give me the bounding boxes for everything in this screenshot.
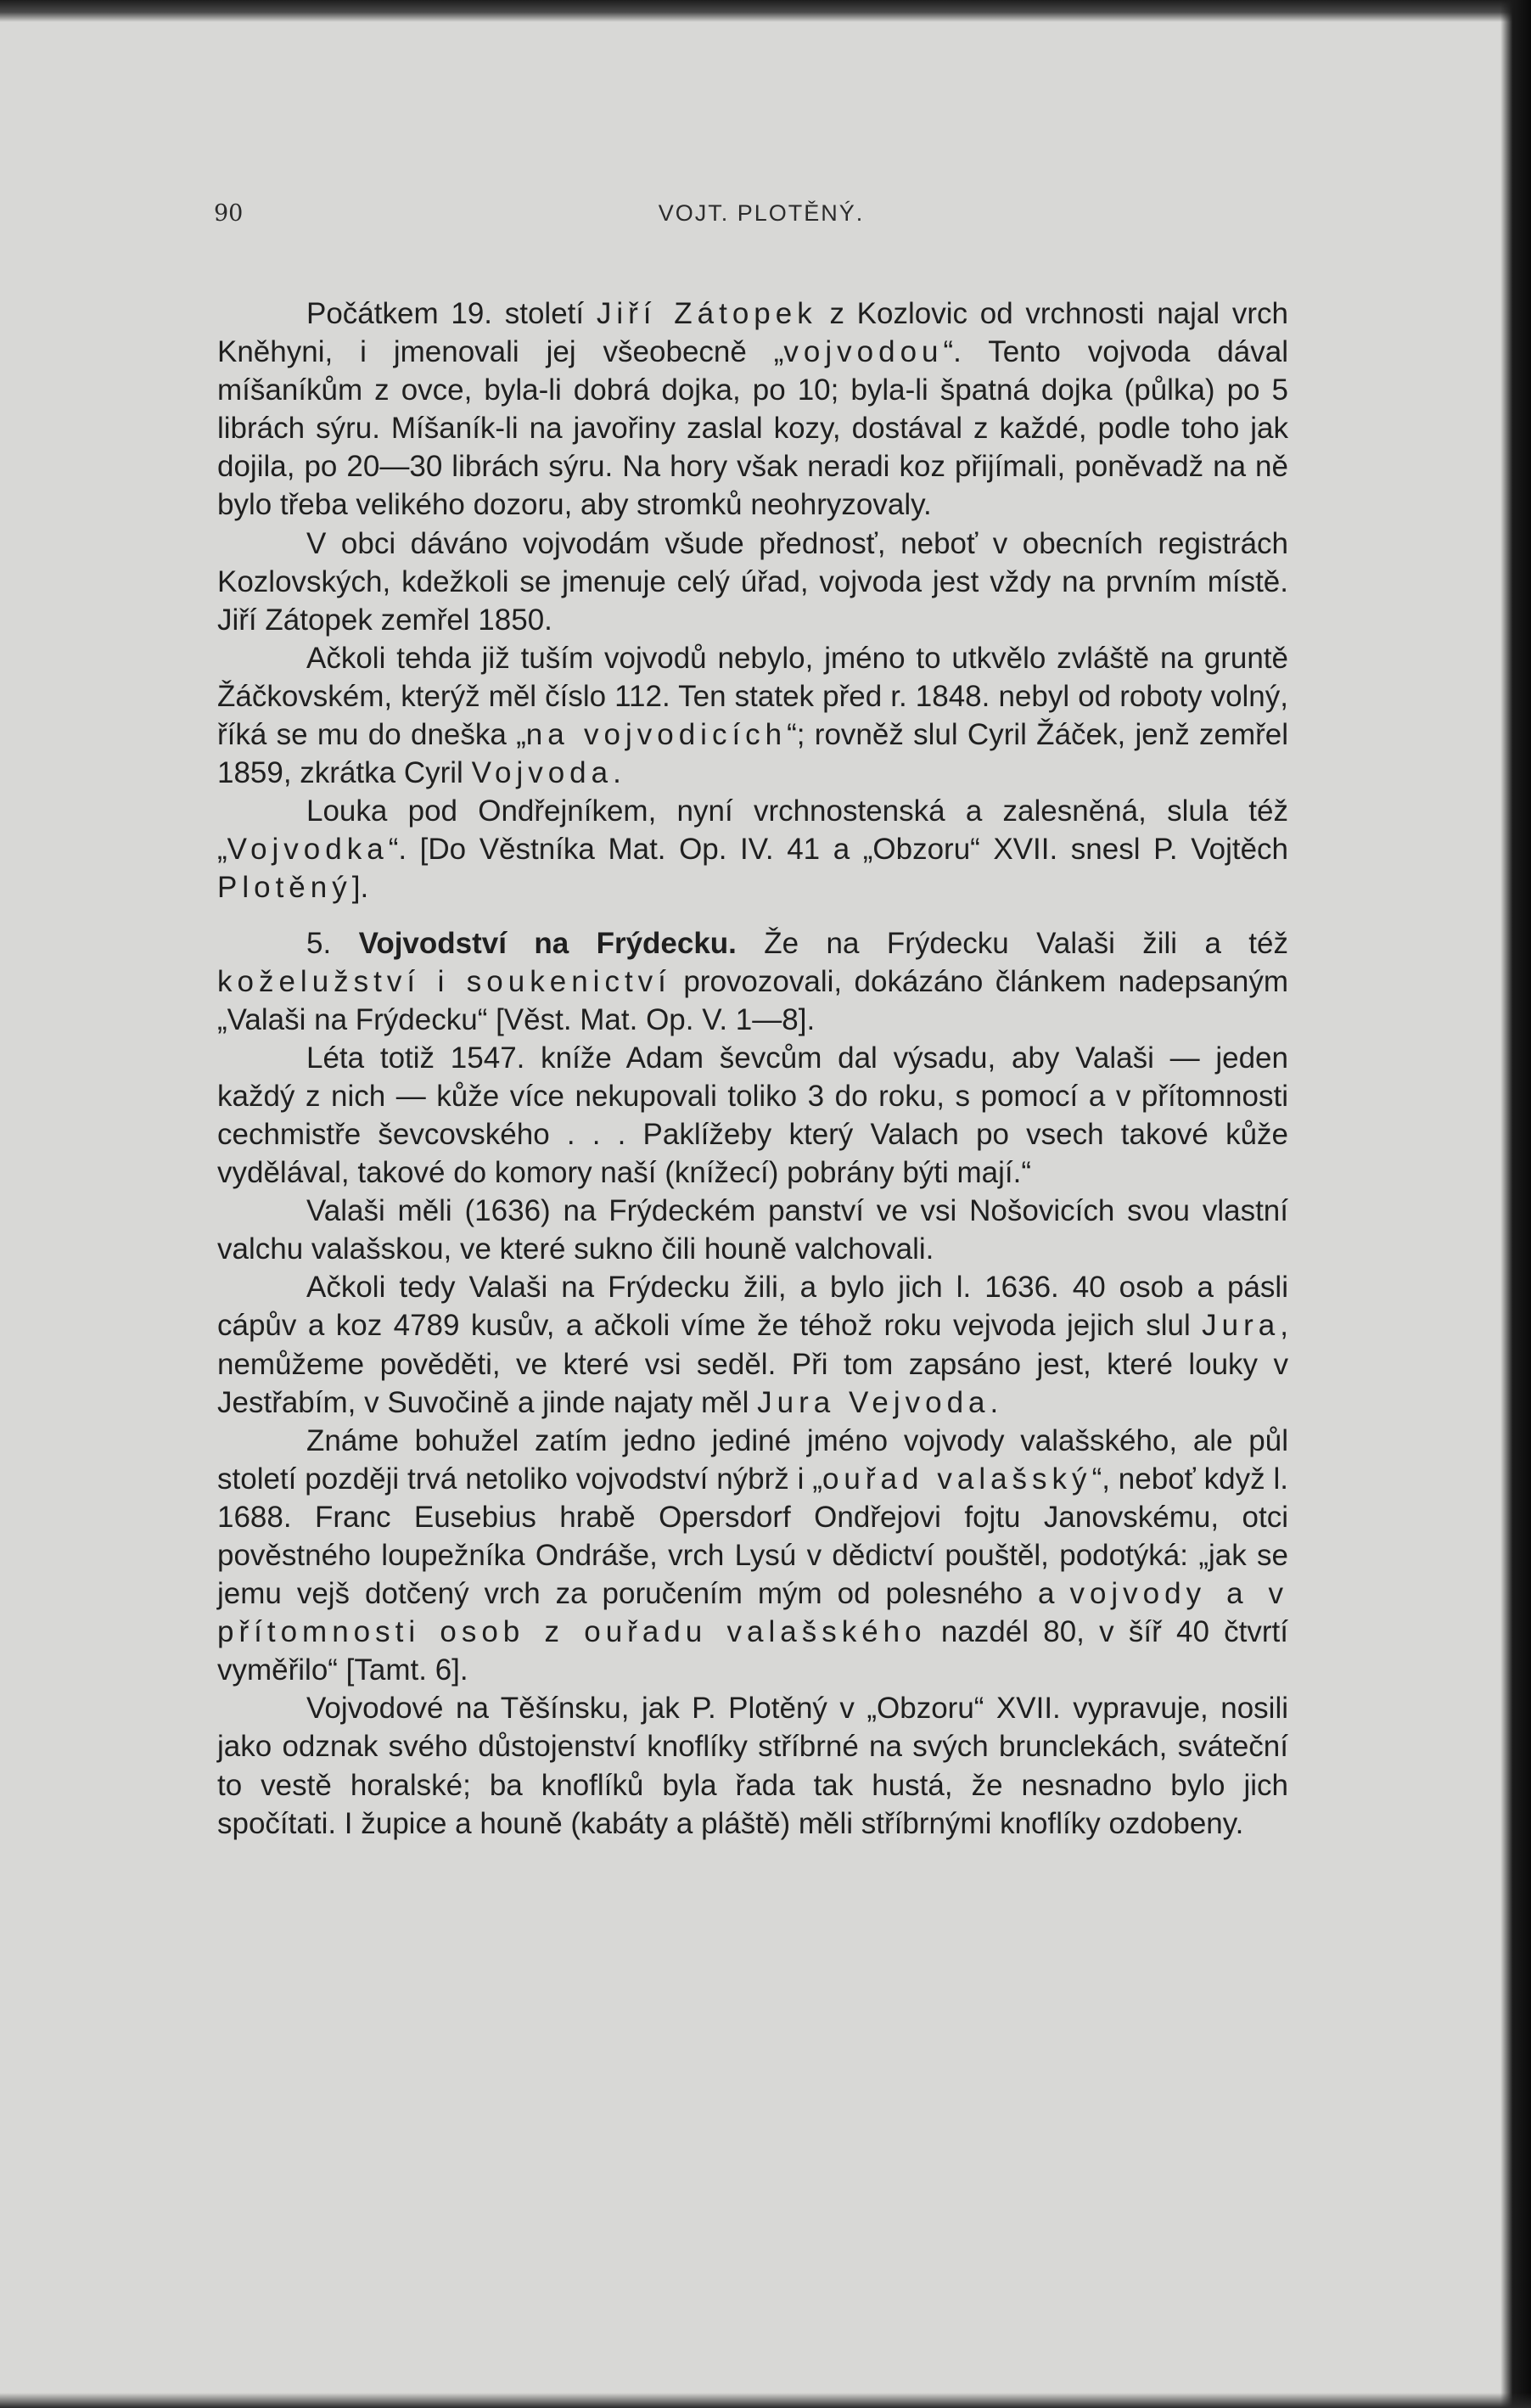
emphasized-text: na vojvodicích (525, 718, 788, 752)
emphasized-text: Jura (1202, 1309, 1281, 1343)
emphasized-text: ouřad valašský (822, 1462, 1092, 1496)
text-run: Ačkoli tedy Valaši na Frýdecku žili, a bylo jich l. 1636. 40 osob a pásli cápův a koz 4789 kusův, a ačkoli víme že téhož roku vejvoda jejich slul (217, 1271, 1288, 1343)
text-run: Vojvodové na Těšínsku, jak P. Plotěný v „Obzoru“ XVII. vypravuje, nosili jako odznak svého důstojenství knoflíky stříbrné na svých brunclekách, sváteční to vestě horalské; ba knoflíků byla řada tak hustá, že nesnadno bylo jich spočítati. I župice a houně (kabáty a pláště) měli stříbrnými knoflíky ozdobeny. (217, 1692, 1288, 1840)
emphasized-text: vojvodou (783, 335, 944, 369)
text-run: , nemůžeme pověděti, ve které vsi seděl. Při tom zapsáno jest, které louky v Jestřabím, v Suvočině a jinde najaty měl (217, 1309, 1288, 1419)
text-run: Známe bohužel zatím jedno jediné jméno vojvody valašského, ale půl století později trvá netoliko vojvodství nýbrž i „ (217, 1423, 1288, 1496)
paragraph (217, 1192, 1288, 1268)
text-block (217, 295, 1288, 1843)
text-run: z Kozlovic od vrchnosti najal vrch Kněhyni, i jmenovali jej všeobecně „ (217, 297, 1288, 369)
page-number: 90 (214, 200, 244, 227)
text-run: Že na Frýdecku Valaši žili a též (736, 926, 1288, 960)
paragraph (217, 1268, 1288, 1421)
text-run: Léta totiž 1547. kníže Adam ševcům dal výsadu, aby Valaši — jeden každý z nich — kůže více nekupovali toliko 3 do roku, s pomocí a v přítomnosti cechmistře ševcovského . . . Paklížeby který Valach po vsech takové kůže vydělával, takové do komory naší (knížecí) pobrány býti mají.“ (217, 1041, 1288, 1190)
paragraph (217, 1039, 1288, 1192)
text-run: . (990, 1385, 999, 1419)
text-run: nazdél 80, v šíř 40 čtvrtí vyměřilo“ [Tamt. 6]. (217, 1615, 1288, 1687)
text-run: “. Tento vojvoda dával míšaníkům z ovce, byla-li dobrá dojka, po 10; byla-li špatná dojka (půlka) po 5 librách sýru. Míšaník-li na javořiny zaslal kozy, dostával z každé, podle toho jak dojila, po 20—30 librách sýru. Na hory však neradi koz přijímali, poněvadž na ně bylo třeba velikého dozoru, aby stromků neohryzovaly. (217, 335, 1288, 522)
text-run: V obci dáváno vojvodám všude přednosť, neboť v obecních registrách Kozlovských, kdežkoli se jmenuje celý úřad, vojvoda jest vždy na prvním místě. Jiří Zátopek zemřel 1850. (217, 526, 1288, 637)
paragraph (217, 1422, 1288, 1690)
paragraph (217, 1689, 1288, 1842)
paragraph (217, 639, 1288, 792)
paragraph (217, 525, 1288, 639)
running-head: VOJT. PLOTĚNÝ. (658, 200, 865, 226)
text-run: “. [Do Věstníka Mat. Op. IV. 41 a „Obzoru“ XVII. snesl P. Vojtěch (388, 833, 1288, 867)
emphasized-text: vojvody a v přítomnosti osob z ouřadu valašského (217, 1577, 1288, 1649)
text-run: provozovali, dokázáno článkem nadepsaným „Valaši na Frýdecku“ [Věst. Mat. Op. V. 1—8]. (217, 964, 1288, 1036)
text-run: Louka pod Ondřejníkem, nyní vrchnostenská a zalesněná, slula též „ (217, 794, 1288, 867)
text-run: 5. (306, 926, 359, 960)
text-run: Ačkoli tehda již tuším vojvodů nebylo, jméno to utkvělo zvláště na gruntě Žáčkovském, kterýž měl číslo 112. Ten statek před r. 1848. nebyl od roboty volný, říká se mu do dneška „ (217, 641, 1288, 752)
text-run: ]. (351, 871, 369, 905)
emphasized-text: Vojvodka (227, 833, 389, 867)
text-run: “, neboť když l. 1688. Franc Eusebius hrabě Opersdorf Ondřejovi fojtu Janovskému, otci pověstného loupežníka Ondráše, vrch Lysú v dědictví pouštěl, podotýká: „jak se jemu vejš dotčený vrch za poručením mým od polesného a (217, 1462, 1288, 1611)
emphasized-text: Jiří Zátopek (596, 297, 817, 330)
emphasized-text: Jura Vejvoda (757, 1385, 990, 1419)
scan-edge-bottom (0, 2393, 1531, 2408)
paragraph (217, 295, 1288, 525)
paragraph (217, 792, 1288, 907)
text-run: Valaši měli (1636) na Frýdeckém panství ve vsi Nošovicích svou vlastní valchu valašskou, ve které sukno čili houně valchovali. (217, 1194, 1288, 1266)
scan-edge-right (1500, 0, 1531, 2408)
text-run: . (613, 756, 621, 790)
section-heading-paragraph (217, 924, 1288, 1039)
scan-edge-top (0, 0, 1531, 22)
text-run: Počátkem 19. století (306, 297, 597, 330)
emphasized-text: Plotěný (217, 871, 352, 905)
text-run: “; rovněž slul Cyril Žáček, jenž zemřel 1859, zkrátka Cyril (217, 718, 1289, 790)
page-header (214, 200, 1309, 243)
emphasized-text: Vojvoda (471, 756, 614, 790)
bold-heading: Vojvodství na Frýdecku. (358, 926, 737, 960)
emphasized-text: koželužství i soukenictví (217, 964, 671, 998)
